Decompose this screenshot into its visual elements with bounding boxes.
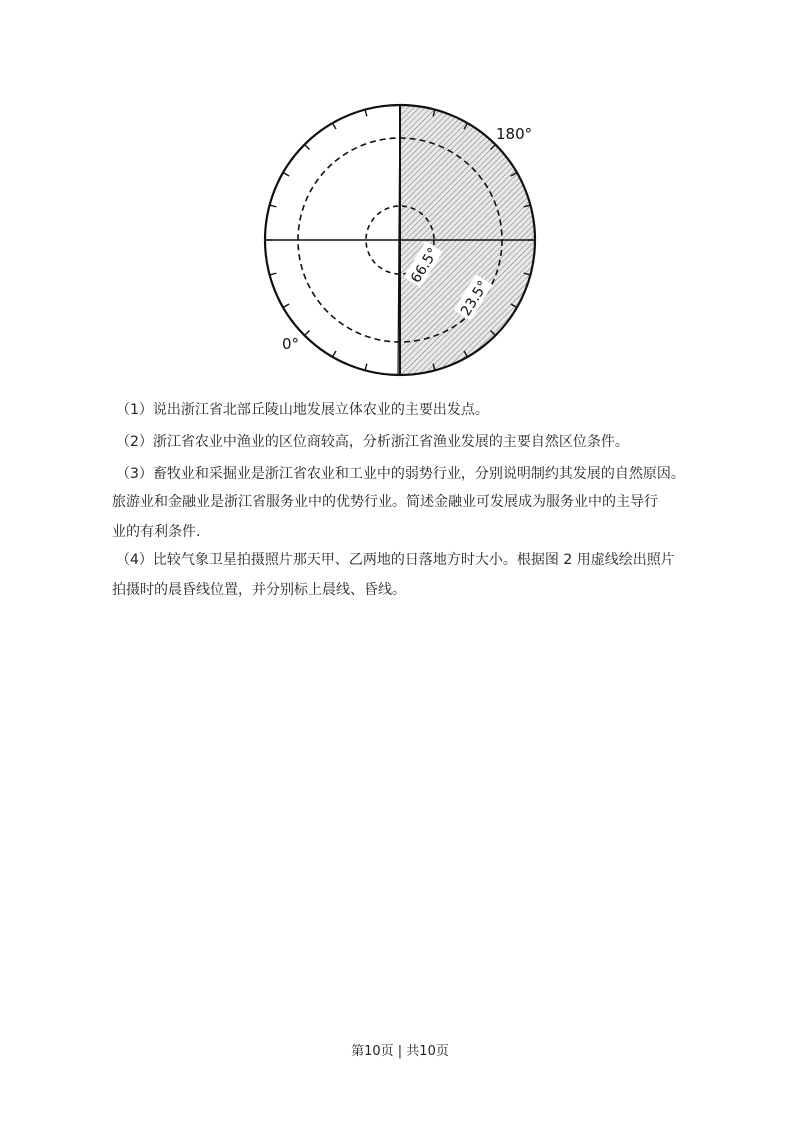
question-4-line-2: 拍摄时的晨昏线位置，并分别标上晨线、昏线。: [112, 582, 406, 598]
tick-mark: [333, 351, 337, 357]
tick-mark: [333, 123, 337, 129]
question-3-line-3: 业的有利条件.: [112, 524, 201, 540]
tick-mark: [283, 304, 289, 308]
polar-projection-diagram: [250, 90, 550, 380]
tick-mark: [270, 205, 277, 207]
label-66-5: 66.5°: [407, 245, 442, 286]
tick-mark: [365, 364, 367, 371]
page-footer: 第10页 | 共10页: [351, 1044, 449, 1059]
question-3: （3）畜牧业和采掘业是浙江省农业和工业中的弱势行业，分别说明制约其发展的自然原因。: [116, 466, 685, 482]
question-4: （4）比较气象卫星拍摄照片那天甲、乙两地的日落地方时大小。根据图 2 用虚线绘出照片: [116, 552, 675, 568]
tick-mark: [305, 331, 310, 336]
question-1: （1）说出浙江省北部丘陵山地发展立体农业的主要出发点。: [116, 402, 489, 418]
question-2: （2）浙江省农业中渔业的区位商较高，分析浙江省渔业发展的主要自然区位条件。: [116, 434, 629, 450]
tick-mark: [305, 145, 310, 150]
tick-mark: [270, 273, 277, 275]
question-3-line-2: 旅游业和金融业是浙江省服务业中的优势行业。简述金融业可发展成为服务业中的主导行: [112, 494, 658, 510]
label-23-5: 23.5°: [457, 278, 492, 319]
tick-mark: [365, 110, 367, 117]
label-0: 0°: [282, 335, 300, 353]
tick-mark: [283, 173, 289, 177]
label-180: 180°: [496, 125, 533, 143]
